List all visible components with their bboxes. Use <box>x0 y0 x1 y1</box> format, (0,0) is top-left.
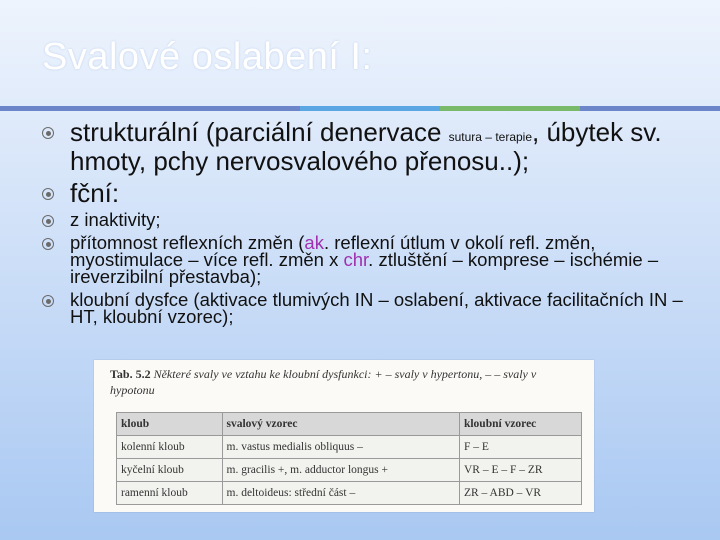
highlight-ak: ak <box>304 232 324 253</box>
table-cell: VR – E – F – ZR <box>459 459 581 482</box>
bullet-small-note: sutura – terapie <box>448 130 533 144</box>
accent-bar-segment-4 <box>580 106 720 111</box>
table-image <box>94 360 594 512</box>
bullet-icon <box>42 127 54 139</box>
bullet-text: z inaktivity; <box>70 209 161 230</box>
bullet-text-end: . ztluštění – komprese – ischémie – ireverzibilní přestavba); <box>70 249 659 287</box>
highlight-chr: chr <box>343 249 369 270</box>
bullet-icon <box>42 238 54 250</box>
accent-bar-segment-2 <box>300 106 440 111</box>
accent-bar-segment-1 <box>0 106 300 111</box>
bullet-list <box>40 117 710 327</box>
table-row <box>117 459 582 482</box>
bullet-text: strukturální (parciální denervace <box>70 117 449 147</box>
table-cell: kyčelní kloub <box>117 459 223 482</box>
title-accent-bar <box>0 106 720 111</box>
bullet-item <box>40 117 710 176</box>
table-caption-text: Některé svaly ve vztahu ke kloubní dysfunkci: + – svaly v hypertonu, – – svaly v hypotonu <box>110 367 537 397</box>
table-row <box>117 436 582 459</box>
slide-title: Svalové oslabení I: <box>42 36 373 78</box>
bullet-icon <box>42 295 54 307</box>
table-cell: F – E <box>459 436 581 459</box>
table-cell: kolenní kloub <box>117 436 223 459</box>
bullet-icon <box>42 215 54 227</box>
table-header-cell: kloubní vzorec <box>459 413 581 436</box>
table-cell: m. deltoideus: střední část – <box>222 482 459 505</box>
table-caption-number: Tab. 5.2 <box>110 367 151 381</box>
accent-bar-segment-3 <box>440 106 580 111</box>
bullet-item <box>40 234 710 285</box>
table-cell: ramenní kloub <box>117 482 223 505</box>
bullet-item <box>40 178 710 208</box>
bullet-text: fční: <box>70 178 120 208</box>
table-caption <box>110 366 580 398</box>
bullet-text-cont: , úbytek sv. hmoty, pchy nervosvalového přenosu..); <box>70 117 662 176</box>
table-row <box>117 482 582 505</box>
bullet-item <box>40 211 710 228</box>
table-cell: m. vastus medialis obliquus – <box>222 436 459 459</box>
table-header-cell: svalový vzorec <box>222 413 459 436</box>
table-cell: m. gracilis +, m. adductor longus + <box>222 459 459 482</box>
table-header-row <box>117 413 582 436</box>
bullet-icon <box>42 188 54 200</box>
bullet-text-cont: . reflexní útlum v okolí refl. změn, myostimulace – více refl. změn x <box>70 232 596 270</box>
table-cell: ZR – ABD – VR <box>459 482 581 505</box>
joint-table <box>116 412 582 505</box>
bullet-text: kloubní dysfce (aktivace tlumivých IN – oslabení, aktivace facilitačních IN – HT, kloubní vzorec); <box>70 289 683 327</box>
bullet-item <box>40 291 710 325</box>
bullet-text: přítomnost reflexních změn ( <box>70 232 305 253</box>
table-header-cell: kloub <box>117 413 223 436</box>
